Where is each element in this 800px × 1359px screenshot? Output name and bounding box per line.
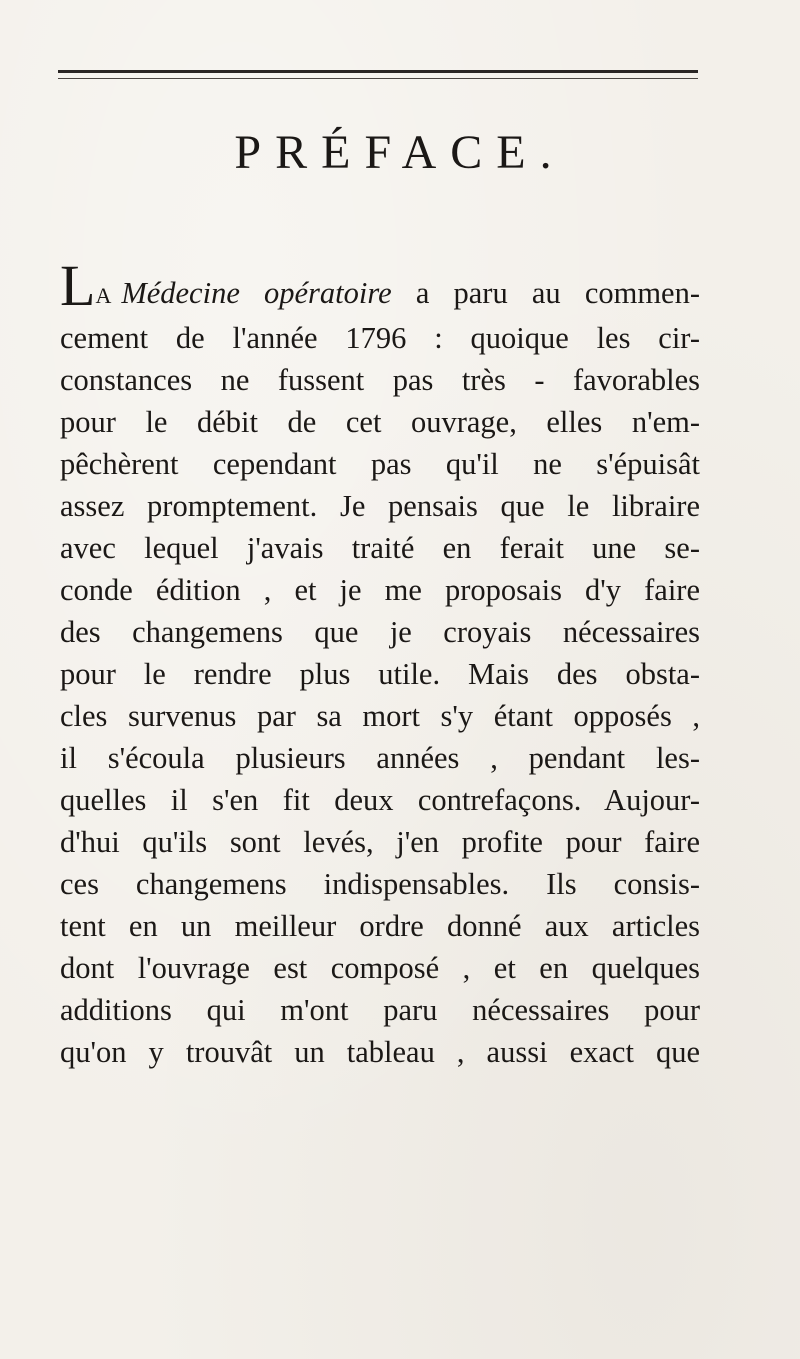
text-line: avec lequel j'avais traité en ferait une se- [60,531,700,565]
text-line: qu'on y trouvât un tableau , aussi exact que [60,1035,700,1069]
text-line: tent en un meilleur ordre donné aux articles [60,909,700,943]
drop-cap: L [60,253,96,318]
text-line: pêchèrent cependant pas qu'il ne s'épuisât [60,447,700,481]
work-title: Médecine opératoire [121,276,392,310]
preface-paragraph [60,253,701,1073]
text-line: pour le rendre plus utile. Mais des obsta- [60,657,700,691]
small-cap: A [95,283,114,308]
text-line: constances ne fussent pas très - favorables [60,363,700,397]
text-line: assez promptement. Je pensais que le libraire [60,489,700,523]
text-line: il s'écoula plusieurs années , pendant les- [60,741,700,775]
text-line: des changemens que je croyais nécessaires [60,615,700,649]
text-line: pour le débit de cet ouvrage, elles n'em- [60,405,700,439]
first-line-rest: a paru au commen- [415,276,701,310]
text-line: dont l'ouvrage est composé , et en quelques [60,951,700,985]
text-line: ces changemens indispensables. Ils consis- [60,867,700,901]
text-line-1 [60,253,701,318]
header-rule-thin [58,78,698,79]
header-rule-thick [58,70,698,73]
text-line: additions qui m'ont paru nécessaires pour [60,993,700,1027]
text-line: d'hui qu'ils sont levés, j'en profite pour faire [60,825,700,859]
text-line: conde édition , et je me proposais d'y faire [60,573,700,607]
text-line: cles survenus par sa mort s'y étant opposés , [60,699,700,733]
text-line: cement de l'année 1796 : quoique les cir- [60,321,700,355]
text-line: quelles il s'en fit deux contrefaçons. Aujour- [60,783,700,817]
page-title: PRÉFACE. [234,126,566,179]
